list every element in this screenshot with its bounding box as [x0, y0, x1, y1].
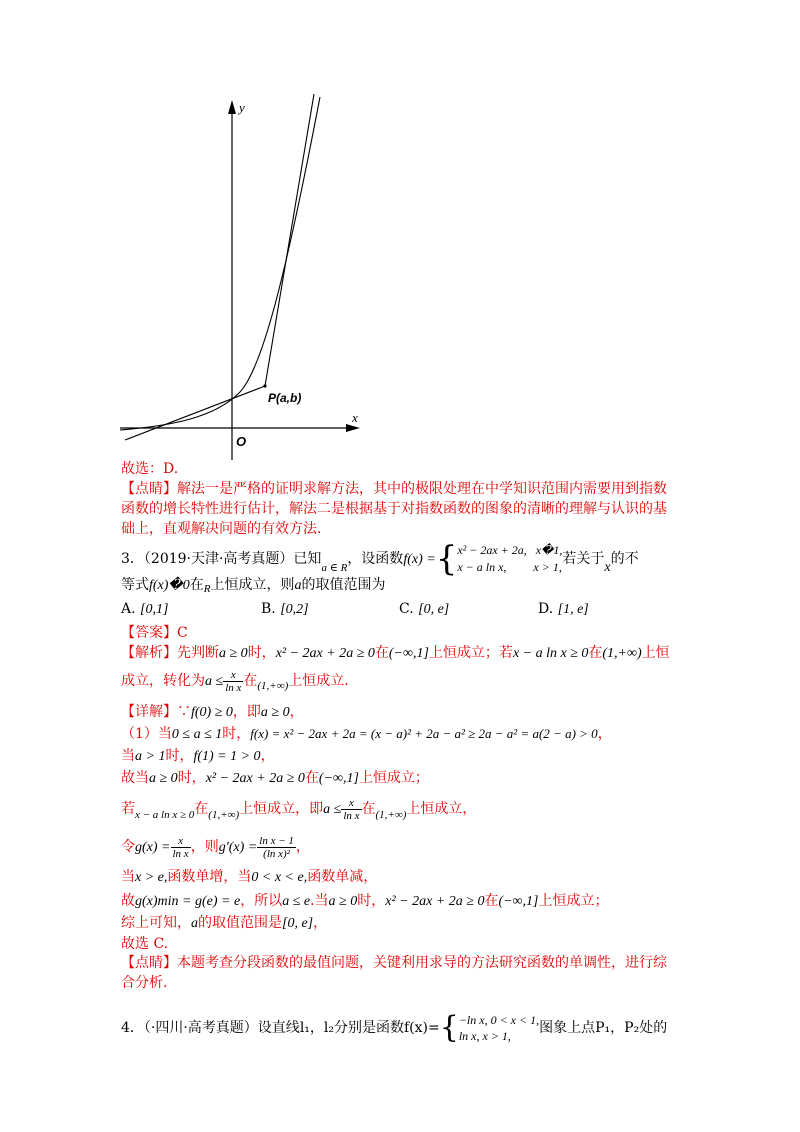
q3-a: a	[294, 578, 302, 593]
q3-option-b[interactable]: B. [0,2]	[261, 601, 309, 617]
q4-brace: {	[439, 1010, 459, 1045]
y-axis-label: y	[239, 100, 245, 115]
detail-line-5: 若$_{x - a ln x \ge 0}$在$_{(1,+\infty)}$上恒成立，即a ≤ $\frac{x}{\text{ln x}}$ 在$_{(1,+\infty)}$上恒成立，	[121, 796, 477, 822]
q3-tail2: 的不	[610, 551, 639, 567]
detail-line-9: 综上可知，a的取值范围是[0, e]，	[121, 915, 328, 931]
q3-answer: 【答案】C	[121, 625, 188, 641]
q3-R: R	[203, 583, 211, 595]
q4-cases: −ln x, 0 < x < 1, ln x, x > 1,	[458, 1013, 540, 1043]
q3-cond-a: a ∈ R	[321, 562, 348, 574]
q3-comment-line-1: 【点睛】本题考查分段函数的最值问题，关键利用求导的方法研究函数的单调性，进行综	[121, 955, 667, 971]
q3-option-d[interactable]: D. [1, e]	[538, 601, 589, 617]
q3-line2-a: 等式	[121, 577, 149, 593]
q4-stem-line-1: 4．（·四川·高考真题）设直线l₁，l₂分别是函数f(x)={ −ln x, 0 < x < 1, ln x, x > 1, 图象上点P₁，P₂处的	[121, 1010, 668, 1045]
prev-comment-line-3: 础上，直观解决问题的有效方法.	[121, 521, 322, 537]
q3-case2-expr: x − a ln x,	[457, 560, 507, 574]
q3-line2-c: 上恒成立，则	[210, 577, 295, 593]
tangent-line-1	[125, 386, 265, 440]
detail-line-6: 令g(x) = $\frac{x}{\text{ln x}}$ ，则g′(x) = $\frac{\text{ln x − 1}}{\text{(ln x)²}}$ ，	[121, 834, 310, 860]
prev-answer: 故选：D.	[121, 461, 179, 477]
q3-stem-line-2	[121, 576, 386, 598]
x-axis-arrow	[346, 424, 360, 432]
function-graph	[118, 90, 368, 460]
q3-var-x: x	[604, 560, 611, 575]
tangent-line-2	[265, 94, 314, 386]
q3-head: 3．（2019·天津·高考真题）已知	[121, 551, 322, 567]
q3-analysis-line-2: 成立，转化为a ≤ $\frac{x}{\text{ln x}}$ 在$_{(1,+\infty)}$上恒成立.	[121, 668, 349, 694]
q3-brace: {	[435, 539, 458, 579]
q3-line2-b: 在	[189, 577, 204, 593]
q3-stem-line-1	[121, 538, 639, 580]
prev-comment-line-1	[121, 480, 667, 498]
comment-tag: 【点睛】	[121, 481, 177, 497]
detail-line-8: 故g(x)min = g(e) = e，所以a ≤ e.当a ≥ 0时，x² − 2ax + 2a ≥ 0在(−∞,1]上恒成立；	[121, 893, 609, 909]
q3-fx: f(x) =	[403, 552, 436, 567]
point-p	[263, 384, 266, 387]
q3-ineq: f(x)�0	[149, 578, 190, 593]
detail-line-1: 【详解】∵f(0) ≥ 0，即a ≥ 0，	[121, 704, 304, 720]
detail-line-10: 故选 C.	[121, 936, 169, 952]
detail-line-3: 当a > 1时，f(1) = 1 > 0，	[121, 748, 275, 764]
x-axis-label: x	[352, 410, 358, 425]
q3-tail1: 若关于	[562, 551, 605, 567]
exponential-curve	[120, 97, 320, 430]
detail-line-7: 当x > e,函数单增，当0 < x < e,函数单减，	[121, 869, 378, 885]
q3-case1-cond: x�1,	[535, 543, 563, 557]
q3-case2-cond: x > 1,	[533, 560, 562, 574]
origin-label: O	[236, 434, 247, 449]
q3-comment-line-2: 合分析.	[121, 975, 168, 991]
point-label: P(a,b)	[268, 391, 302, 405]
q3-case1-expr: x² − 2ax + 2a,	[457, 543, 527, 557]
prev-comment-line-2: 函数的增长特性进行估计，解法二是根据基于对指数函数的图象的清晰的理解与认识的基	[121, 501, 667, 517]
detail-line-4: 故当a ≥ 0时，x² − 2ax + 2a ≥ 0在(−∞,1]上恒成立；	[121, 770, 429, 786]
q3-option-a[interactable]: A. [0,1]	[121, 601, 169, 617]
comment-text: 解法一是严格的证明求解方法，其中的极限处理在中学知识范围内需要用到指数	[177, 481, 667, 497]
q3-line2-d: 的取值范围为	[301, 577, 386, 593]
detail-line-2: （1）当0 ≤ a ≤ 1时，f(x) = x² − 2ax + 2a = (x − a)² + 2a − a² ≥ 2a − a² = a(2 − a) > 0，	[121, 726, 612, 742]
q3-option-c[interactable]: C. [0, e]	[399, 601, 450, 617]
y-axis-arrow	[228, 100, 236, 114]
q3-analysis-line-1: 【解析】先判断a ≥ 0时，x² − 2ax + 2a ≥ 0在(−∞,1]上恒成立；若x − a ln x ≥ 0在(1,+∞)上恒	[121, 645, 670, 661]
q3-set-fn: ，设函数	[347, 551, 404, 567]
q3-cases	[457, 542, 562, 576]
